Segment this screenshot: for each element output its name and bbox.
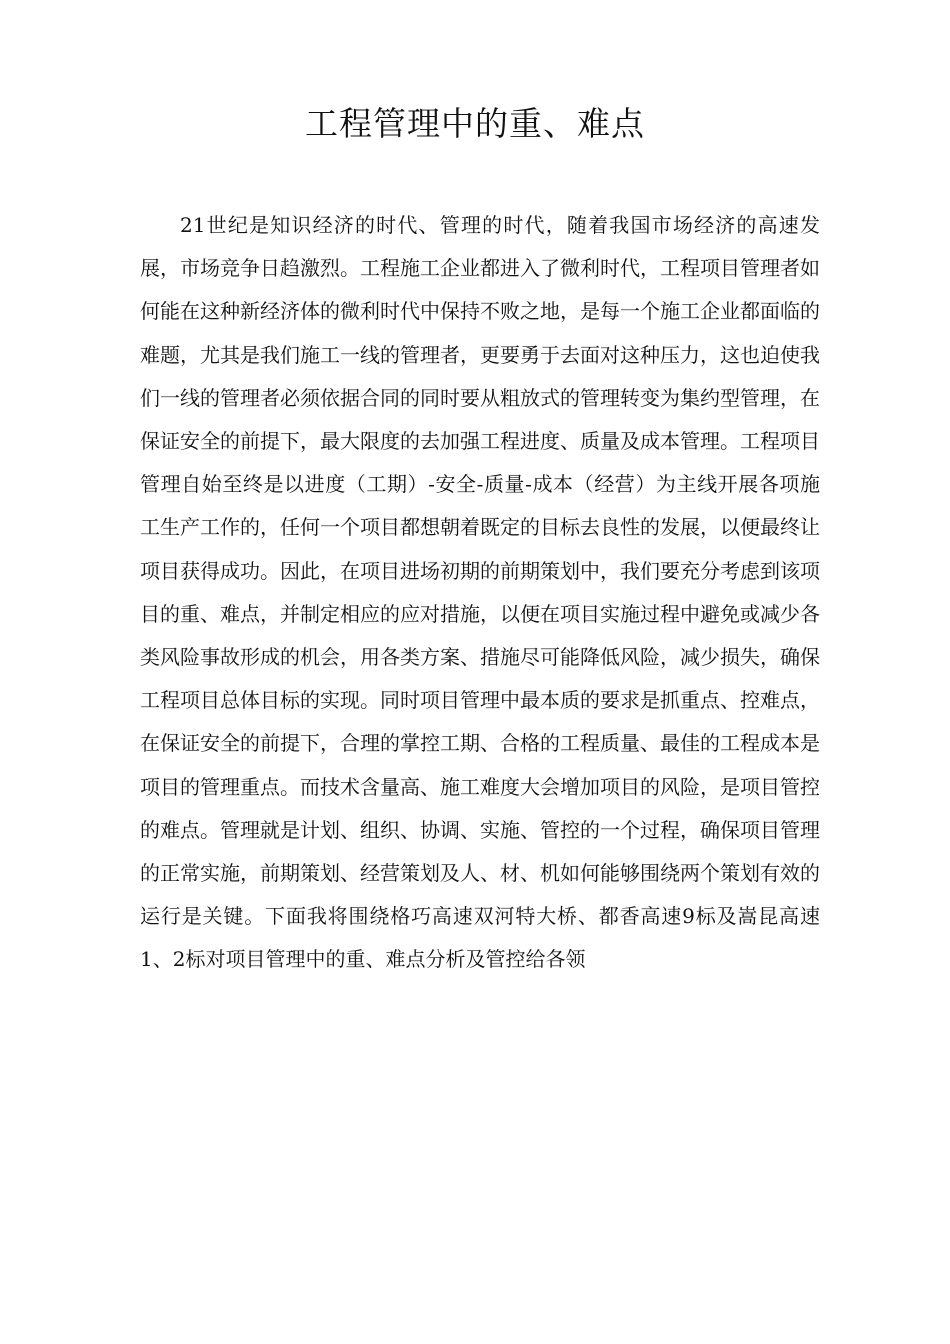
body-paragraph: 21世纪是知识经济的时代、管理的时代，随着我国市场经济的高速发展，市场竞争日趋激烈。工程施工企业都进入了微利时代，工程项目管理者如何能在这种新经济体的微利时代中保持不败之地，是每一个施工企业都面临的难题，尤其是我们施工一线的管理者，更要勇于去面对这种压力，这也迫使我们一线的管理者必须依据合同的同时要从粗放式的管理转变为集约型管理，在保证安全的前提下，最大限度的去加强工程进度、质量及成本管理。工程项目管理自始至终是以进度（工期）-安全-质量-成本（经营）为主线开展各项施工生产工作的，任何一个项目都想朝着既定的目标去良性的发展，以便最终让项目获得成功。因此，在项目进场初期的前期策划中，我们要充分考虑到该项目的重、难点，并制定相应的应对措施，以便在项目实施过程中避免或减少各类风险事故形成的机会，用各类方案、措施尽可能降低风险，减少损失，确保工程项目总体目标的实现。同时项目管理中最本质的要求是抓重点、控难点，在保证安全的前提下，合理的掌控工期、合格的工程质量、最佳的工程成本是项目的管理重点。而技术含量高、施工难度大会增加项目的风险，是项目管控的难点。管理就是计划、组织、协调、实施、管控的一个过程，确保项目管理的正常实施，前期策划、经营策划及人、材、机如何能够围绕两个策划有效的运行是关键。下面我将围绕格巧高速双河特大桥、都香高速9标及嵩昆高速1、2标对项目管理中的重、难点分析及管控给各领 (140, 213, 820, 972)
document-title: 工程管理中的重、难点 (305, 104, 645, 143)
